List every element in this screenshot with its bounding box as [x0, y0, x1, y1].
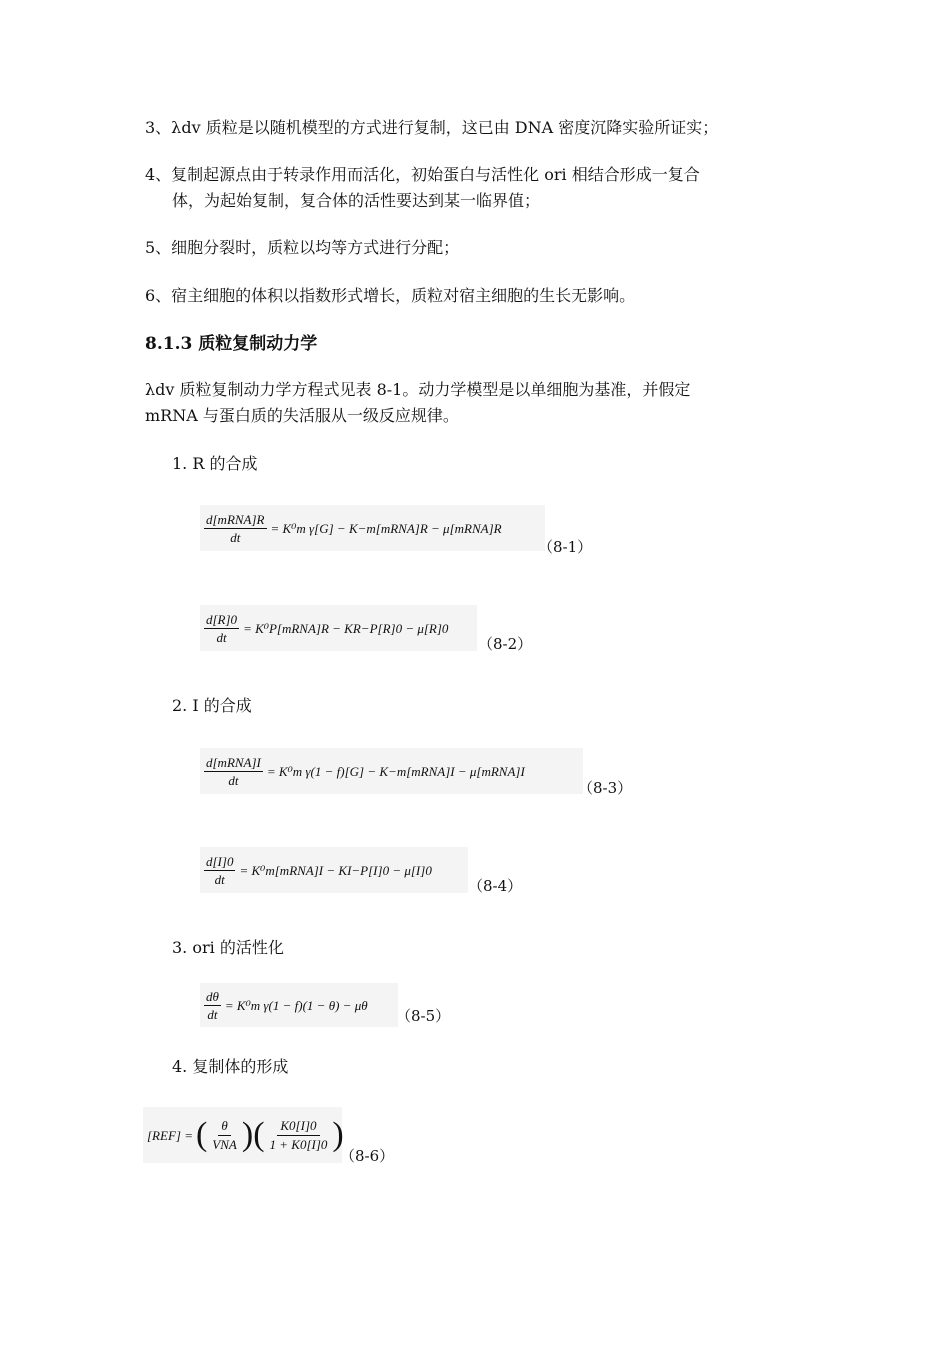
equation-8-3 [200, 748, 583, 794]
paragraph-line-2: 体，为起始复制，复合体的活性要达到某一临界值； [172, 191, 541, 210]
intro-line-2: mRNA 与蛋白质的失活服从一级反应规律。 [145, 406, 459, 425]
equation-fraction [204, 512, 267, 545]
paragraph-text: 6、宿主细胞的体积以指数形式增长，质粒对宿主细胞的生长无影响。 [145, 286, 636, 305]
equation-8-2 [200, 605, 477, 651]
fraction-denominator: dt [228, 772, 239, 788]
equation-fraction [204, 755, 263, 788]
paragraph-assumption-6 [145, 283, 815, 309]
fraction-denominator: VNA [212, 1136, 237, 1152]
equation-fraction [204, 612, 239, 645]
equation-number-8-1: （8-1） [538, 538, 593, 556]
equation-number-8-3: （8-3） [578, 779, 633, 797]
paragraph-text: 5、细胞分裂时，质粒以均等方式进行分配； [145, 238, 460, 257]
equation-number-8-2: （8-2） [478, 635, 533, 653]
equation-fraction [204, 854, 235, 887]
equation-fraction-2 [267, 1118, 331, 1153]
fraction-denominator: dt [230, 529, 241, 545]
equation-rhs: = K⁰P[mRNA]R − KR−P[R]0 − μ[R]0 [243, 620, 449, 636]
paragraph-assumption-3 [145, 115, 815, 141]
paragraph-assumption-4 [145, 162, 815, 214]
equation-lhs: [REF] = [147, 1127, 193, 1143]
left-paren-icon: ( [253, 1116, 265, 1153]
subsection-i-synthesis: 2. I 的合成 [172, 696, 252, 715]
fraction-numerator: d[mRNA]I [206, 754, 261, 770]
fraction-numerator: dθ [206, 988, 219, 1004]
fraction-denominator: dt [216, 629, 227, 645]
subsection-replicator-formation: 4. 复制体的形成 [172, 1057, 289, 1076]
paragraph-assumption-5 [145, 235, 815, 261]
fraction-numerator: K0[I]0 [277, 1118, 319, 1136]
equation-rhs: = K⁰m γ[G] − K−m[mRNA]R − μ[mRNA]R [270, 520, 502, 536]
fraction-denominator: 1 + K0[I]0 [269, 1136, 328, 1152]
equation-rhs: = K⁰m γ(1 − f)[G] − K−m[mRNA]I − μ[mRNA]I [266, 763, 525, 779]
fraction-numerator: d[R]0 [206, 611, 238, 627]
equation-8-1 [200, 505, 545, 551]
fraction-denominator: dt [214, 871, 225, 887]
equation-fraction [204, 989, 221, 1022]
fraction-numerator: θ [218, 1118, 230, 1136]
equation-number-8-4: （8-4） [468, 877, 523, 895]
equation-8-4 [200, 847, 468, 893]
paragraph-text: 3、λdv 质粒是以随机模型的方式进行复制，这已由 DNA 密度沉降实验所证实； [145, 118, 719, 137]
right-paren-icon: ) [332, 1116, 344, 1153]
paragraph-line-1: 4、复制起源点由于转录作用而活化，初始蛋白与活性化 ori 相结合形成一复合 [145, 165, 700, 184]
fraction-numerator: d[I]0 [206, 853, 234, 869]
fraction-numerator: d[mRNA]R [206, 511, 265, 527]
equation-fraction-1 [209, 1118, 240, 1153]
fraction-denominator: dt [207, 1006, 218, 1022]
subsection-ori-activation: 3. ori 的活性化 [172, 938, 284, 957]
intro-line-1: λdv 质粒复制动力学方程式见表 8-1。动力学模型是以单细胞为基准，并假定 [145, 380, 691, 399]
section-intro [145, 377, 815, 429]
equation-rhs: = K⁰m[mRNA]I − KI−P[I]0 − μ[I]0 [239, 862, 432, 878]
equation-number-8-5: （8-5） [396, 1007, 451, 1025]
equation-rhs: = K⁰m γ(1 − f)(1 − θ) − μθ [224, 997, 368, 1013]
subsection-r-synthesis: 1. R 的合成 [172, 454, 258, 473]
left-paren-icon: ( [195, 1116, 208, 1153]
equation-8-5 [200, 983, 398, 1027]
equation-8-6 [143, 1107, 342, 1163]
section-heading: 8.1.3 质粒复制动力学 [145, 334, 318, 354]
equation-number-8-6: （8-6） [340, 1147, 395, 1165]
right-paren-icon: ) [241, 1116, 254, 1153]
